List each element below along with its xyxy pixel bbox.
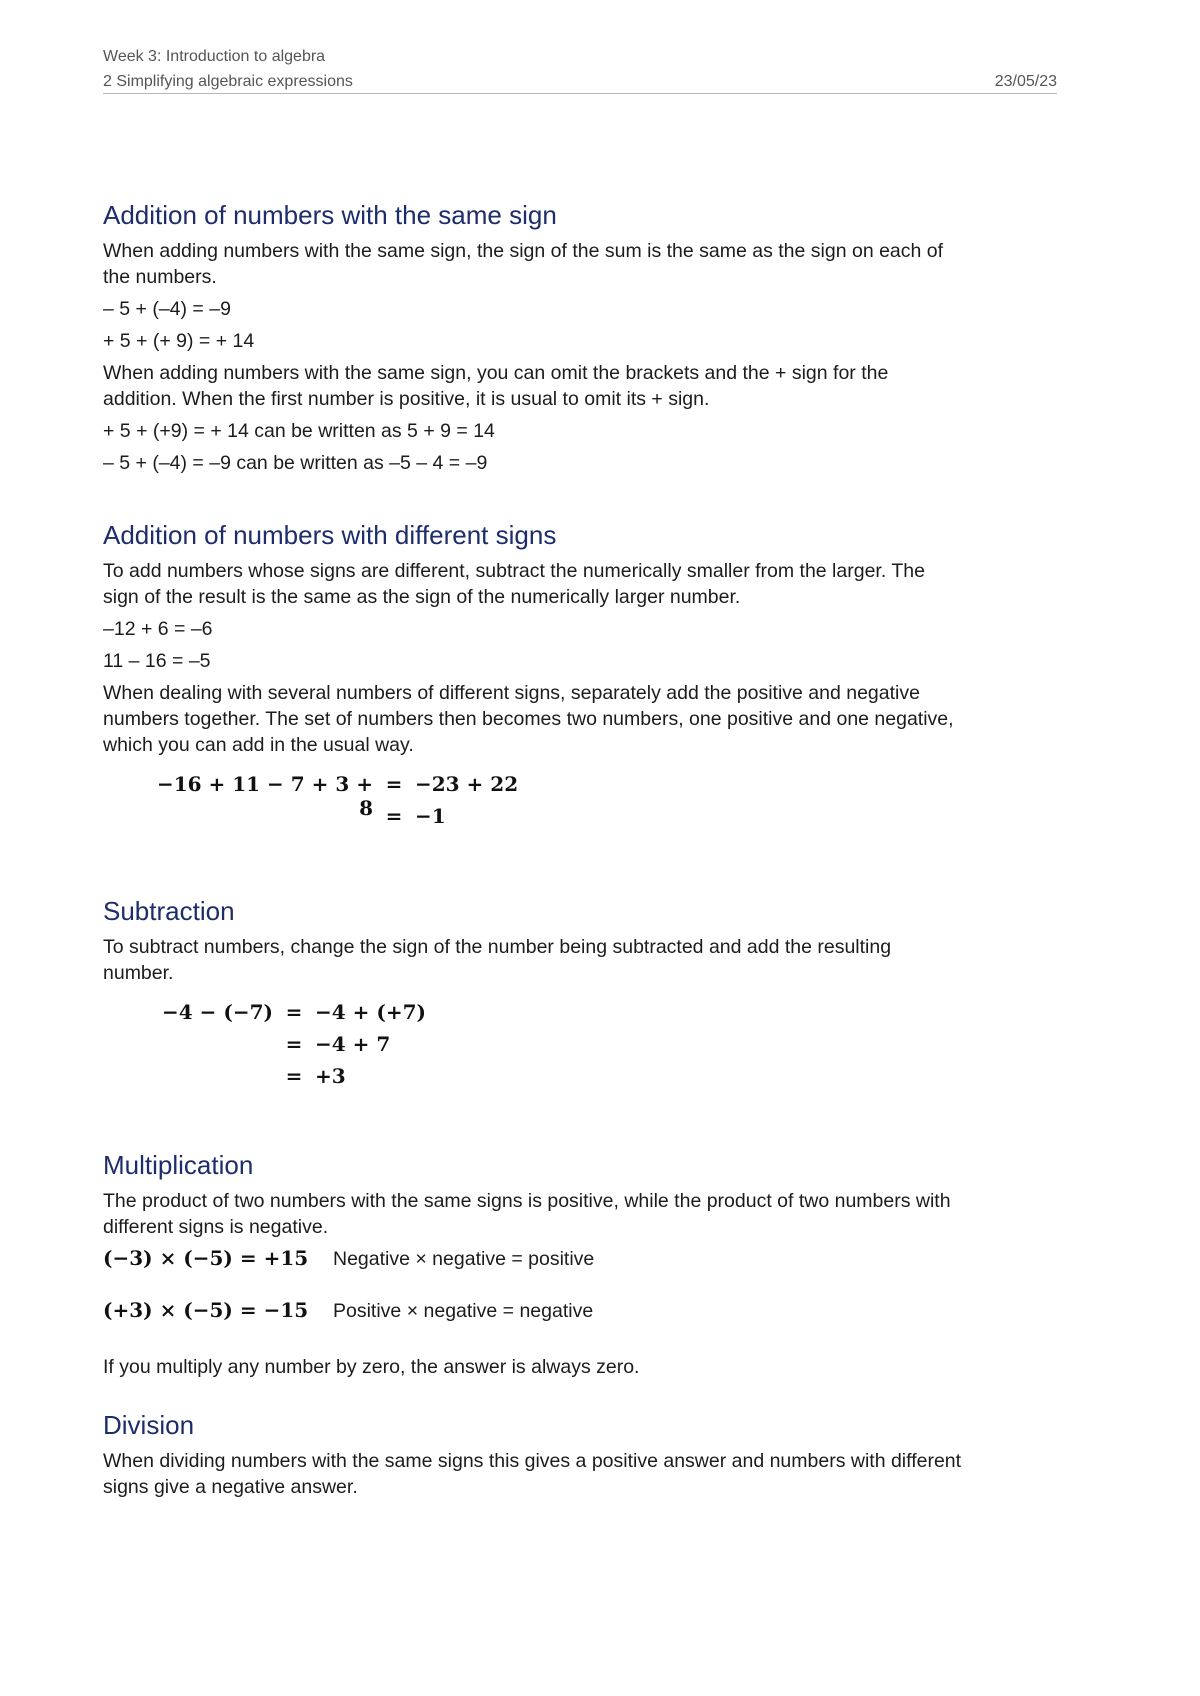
equation-rhs: −4 + (+7) [315, 1000, 426, 1024]
same-sign-note: When adding numbers with the same sign, you can omit the brackets and the + sign for the addition. When the first number is positive, it is usual to omit its + sign. [103, 362, 889, 410]
heading-division: Division [103, 1410, 195, 1440]
same-sign-intro: When adding numbers with the same sign, the sign of the sum is the same as the sign on each of the numbers. [103, 240, 944, 288]
same-sign-example-2: + 5 + (+ 9) = + 14 [103, 330, 255, 352]
equation-rhs: −1 [415, 804, 446, 828]
multiplication-rule-row [103, 1298, 963, 1350]
multiplication-rule-row [103, 1246, 963, 1298]
subtraction-equation [153, 1000, 963, 1096]
diff-sign-note: When dealing with several numbers of different signs, separately add the positive and negative numbers together. The set of numbers then becomes two numbers, one positive and one negative, which you can add in the usual way. [103, 682, 954, 756]
equals-sign: = [385, 772, 403, 796]
same-sign-example-4: – 5 + (–4) = –9 can be written as –5 – 4 = –9 [103, 452, 488, 474]
same-sign-example-3: + 5 + (+9) = + 14 can be written as 5 + 9 = 14 [103, 420, 495, 442]
header-date: 23/05/23 [994, 73, 1057, 90]
equals-sign: = [285, 1064, 303, 1088]
equation-rhs: +3 [315, 1064, 346, 1088]
header-course-line [103, 44, 1057, 69]
section-title: 2 Simplifying algebraic expressions [103, 73, 353, 90]
multiplication-equation: (+3) × (−5) = −15 [103, 1298, 309, 1322]
equals-sign: = [285, 1032, 303, 1056]
diff-sign-example-2: 11 – 16 = –5 [103, 650, 211, 672]
multiplication-intro: The product of two numbers with the same signs is positive, while the product of two numbers with different signs is negative. [103, 1190, 951, 1238]
heading-same-sign: Addition of numbers with the same sign [103, 200, 557, 230]
page-content [103, 200, 963, 1506]
equation-row [153, 1032, 963, 1064]
header-section-line [103, 69, 1057, 94]
equation-lhs: −16 + 11 − 7 + 3 + 8 [156, 772, 373, 820]
diff-sign-intro: To add numbers whose signs are different, subtract the numerically smaller from the larger. The sign of the result is the same as the sign of the numerically larger number. [103, 560, 925, 608]
division-intro: When dividing numbers with the same signs this gives a positive answer and numbers with different signs give a negative answer. [103, 1450, 962, 1498]
multiplication-rule: Negative × negative = positive [333, 1248, 595, 1270]
multiplication-rule: Positive × negative = negative [333, 1300, 594, 1322]
page-header [103, 44, 1057, 94]
equation-lhs: −4 − (−7) [162, 1000, 273, 1024]
same-sign-example-1: – 5 + (–4) = –9 [103, 298, 231, 320]
heading-multiplication: Multiplication [103, 1150, 254, 1180]
equation-row [153, 1000, 963, 1032]
course-title: Week 3: Introduction to algebra [103, 48, 326, 65]
equals-sign: = [285, 1000, 303, 1024]
heading-subtraction: Subtraction [103, 896, 235, 926]
equation-rhs: −4 + 7 [315, 1032, 391, 1056]
diff-sign-equation [153, 772, 963, 836]
diff-sign-example-1: –12 + 6 = –6 [103, 618, 213, 640]
zero-note: If you multiply any number by zero, the answer is always zero. [103, 1356, 640, 1378]
heading-different-signs: Addition of numbers with different signs [103, 520, 557, 550]
subtraction-intro: To subtract numbers, change the sign of the number being subtracted and add the resulting number. [103, 936, 892, 984]
equals-sign: = [385, 804, 403, 828]
equation-row [153, 1064, 963, 1096]
equation-row [153, 772, 963, 820]
header-divider [103, 93, 1057, 94]
equation-rhs: −23 + 22 [415, 772, 519, 796]
multiplication-equation: (−3) × (−5) = +15 [103, 1246, 309, 1270]
